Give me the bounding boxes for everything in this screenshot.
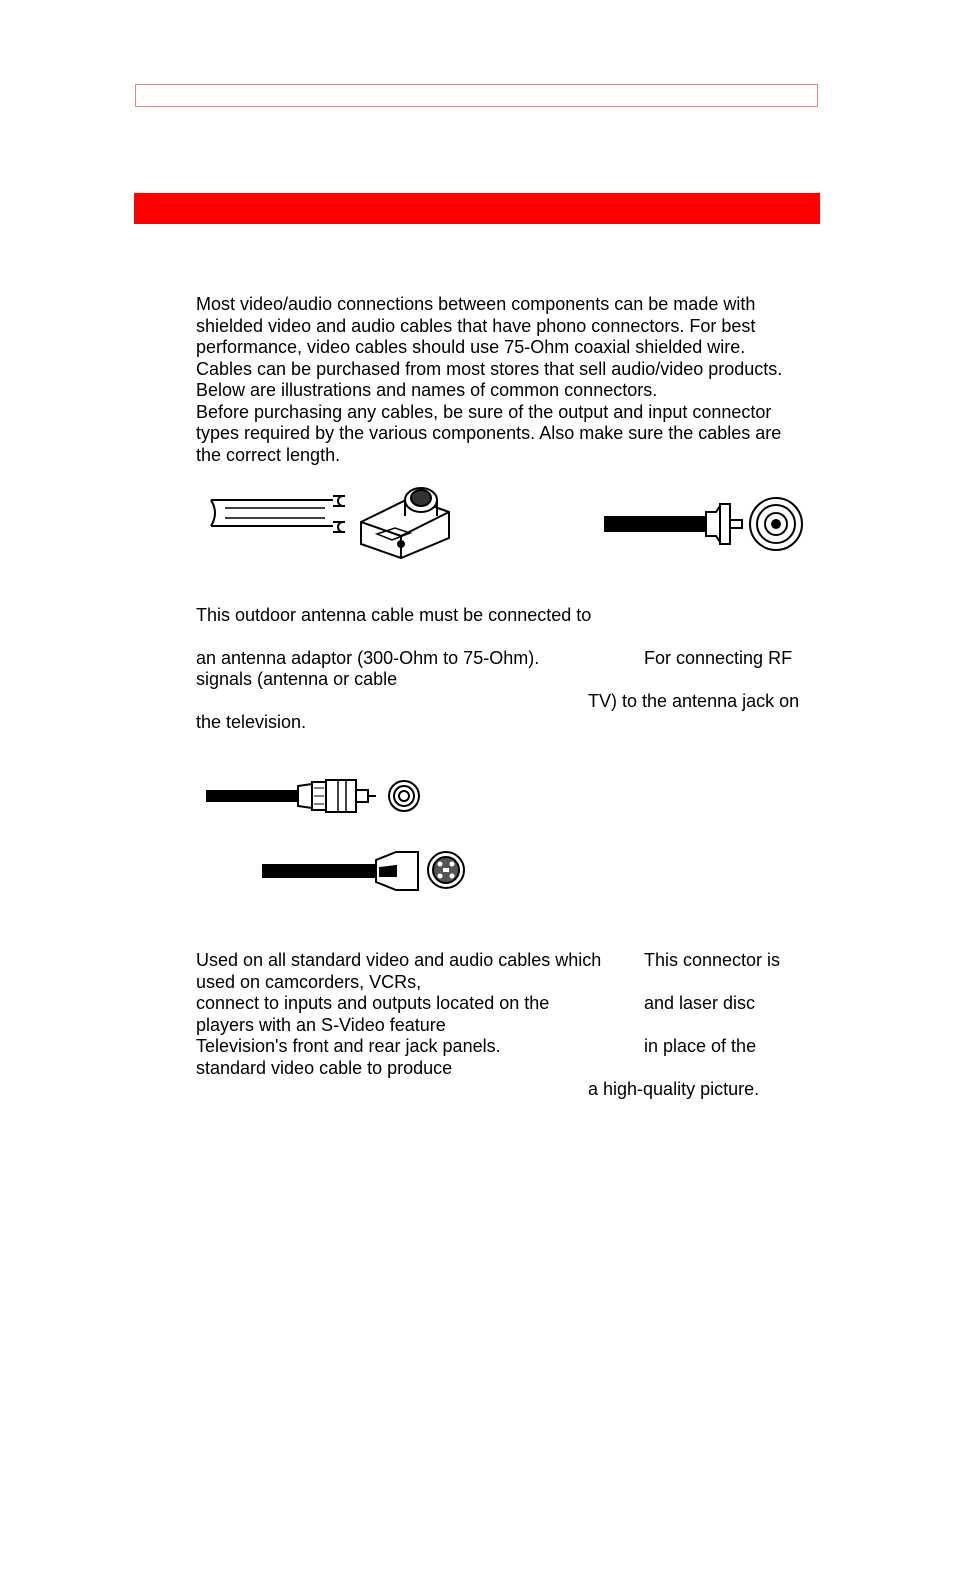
intro-paragraph — [196, 294, 782, 466]
coax-text-line: TV) to the antenna jack on — [588, 691, 800, 711]
svideo-text-line: standard video cable to produce — [196, 1058, 453, 1078]
intro-line: the correct length. — [196, 444, 341, 465]
intro-line: shielded video and audio cables that have phono connectors. For best — [196, 315, 756, 336]
antenna-text-line: This outdoor antenna cable must be connected to — [196, 605, 592, 625]
coax-text-line: For connecting RF — [644, 648, 793, 668]
section-title-bar — [134, 193, 820, 224]
coax-text-line: the television. — [196, 712, 307, 732]
phono-text-line: Television's front and rear jack panels. — [196, 1036, 501, 1056]
phono-text-line: Used on all standard video and audio cables which — [196, 950, 602, 970]
intro-line: Before purchasing any cables, be sure of the output and input connector — [196, 401, 772, 422]
intro-line: types required by the various components. Also make sure the cables are — [196, 423, 782, 443]
svideo-text-line: players with an S-Video feature — [196, 1015, 446, 1035]
svideo-text-line: This connector is — [644, 950, 781, 970]
antenna-text-line: an antenna adaptor (300-Ohm to 75-Ohm). — [196, 648, 540, 668]
intro-line: performance, video cables should use 75-Ohm coaxial shielded wire. — [196, 337, 746, 357]
phono-svideo-illustration — [200, 768, 480, 908]
intro-line: Most video/audio connections between components can be made with — [196, 294, 756, 314]
intro-line: Cables can be purchased from most stores that sell audio/video products. — [196, 358, 783, 379]
svideo-text-line: in place of the — [644, 1036, 757, 1056]
intro-line: Below are illustrations and names of common connectors. — [196, 380, 658, 400]
svideo-text-line: and laser disc — [644, 993, 756, 1013]
coaxial-connector-illustration — [600, 492, 805, 557]
header-box — [135, 84, 818, 107]
coax-text-line: signals (antenna or cable — [196, 669, 398, 689]
svideo-text-line: a high-quality picture. — [588, 1079, 760, 1099]
svideo-text-line: used on camcorders, VCRs, — [196, 972, 422, 992]
twin-lead-adaptor-illustration — [205, 478, 475, 568]
phono-text-line: connect to inputs and outputs located on the — [196, 993, 550, 1013]
